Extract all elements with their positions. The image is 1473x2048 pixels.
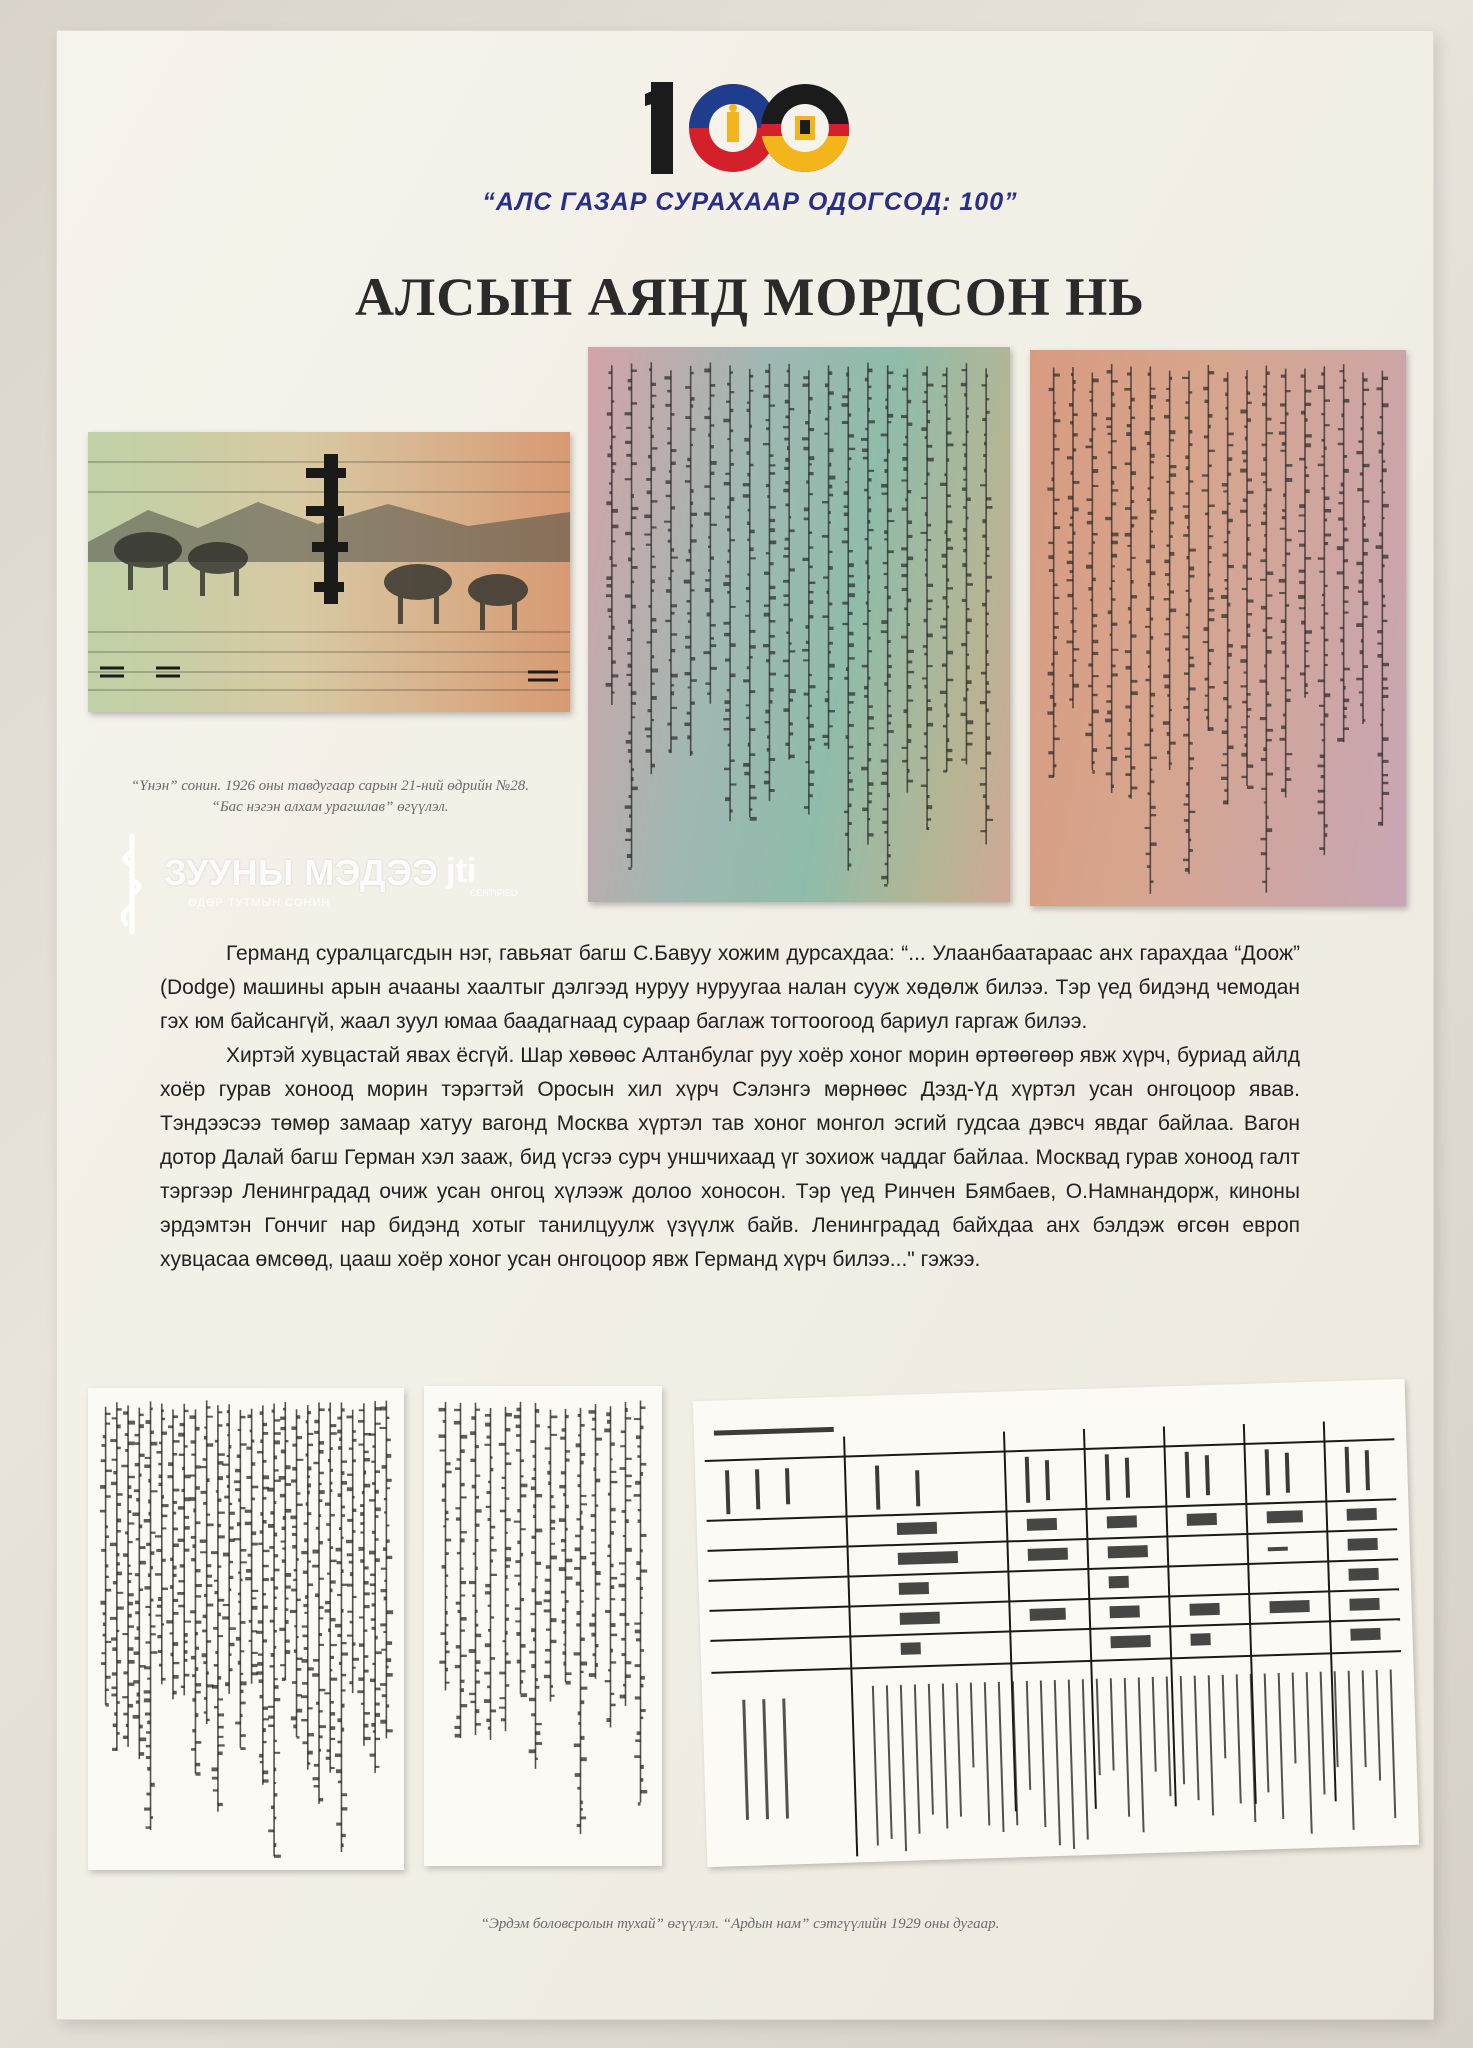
watermark-name: ЗУУНЫ МЭДЭЭ	[164, 852, 439, 893]
watermark-subtitle: ӨДӨР ТУТМЫН СОНИН	[188, 897, 331, 909]
exhibition-subtitle: “АЛС ГАЗАР СУРАХААР ОДОГСОД: 100”	[482, 188, 1018, 216]
mongolian-script-page-1	[588, 347, 1010, 902]
woodcut-caption: “Үнэн” сонин. 1926 оны тавдугаар сарын 21-ний өдрийн №28. “Бас нэгэн алхам урагшлав” өгүүлэл.	[131, 778, 529, 815]
centenary-logo	[645, 78, 855, 178]
article-paragraph: Хиртэй хувцастай явах ёсгүй. Шар хөвөөс Алтанбулаг руу хоёр хоног морин өртөөгөөр явж хүрч, буриад айлд хоёр гурав хоноод морин тэрэгтэй Оросын хил хүрч Сэлэнгэ мөрнөөс Дэзд-Үд хүртэл усан онгоцоор явав. Тэндээсээ төмөр замаар хатуу вагонд Москва хүртэл тав хоног монгол эсгий гудсаа дэвсч явдаг байлаа. Вагон дотор Далай багш Герман хэл зааж, бид үсгээ сурч уншчихаад үг зохиож чаддаг байлаа. Москвад гурав хоноод галт тэргээр Ленинградад очиж усан онгоц хүлээж долоо хоносон. Тэр үед Ринчен Бямбаев, О.Намнандорж, киноны эрдэмтэн Гончиг нар бидэнд хотыг танилцуулж үзүүлж байв. Ленинградад байхдаа анх бэлдэж өгсөн европ хувцасаа өмсөөд, цааш хоёр хоног усан онгоцоор явж Германд хүрч билээ..." гэжээ.	[160, 1044, 1300, 1271]
journal-page-middle	[424, 1386, 662, 1866]
article-body	[160, 937, 1300, 1277]
journal-page-left	[88, 1388, 404, 1870]
journal-statistics-table	[693, 1379, 1419, 1867]
zuuny-medee-logo-icon	[112, 832, 152, 942]
jti-logo: jti	[446, 852, 477, 890]
bottom-documents-caption: “Эрдэм боловсролын тухай” өгүүлэл. “Ардын нам” сэтгүүлийн 1929 оны дугаар.	[480, 1916, 1000, 1932]
newspaper-woodcut-image	[88, 432, 570, 712]
mongolian-script-page-2	[1030, 350, 1406, 906]
article-paragraph: Германд суралцагсдын нэг, гавьяат багш С.Бавуу хожим дурсахдаа: “... Улаанбаатараас анх гарахдаа “Доож” (Dodge) машины арын ачааны хаалтыг дэлгээд нуруу нуруугаа налан сууж хөдөлж билээ. Тэр үед бидэнд чемодан гэх юм байсангүй, жаал зуул юмаа баадагнаад сураар баглаж тогтоогоод бариул гаргаж билээ.	[160, 942, 1300, 1033]
page-title: АЛСЫН АЯНД МОРДСОН НЬ	[355, 267, 1145, 327]
jti-certified-label: CERTIFIED	[470, 888, 518, 898]
